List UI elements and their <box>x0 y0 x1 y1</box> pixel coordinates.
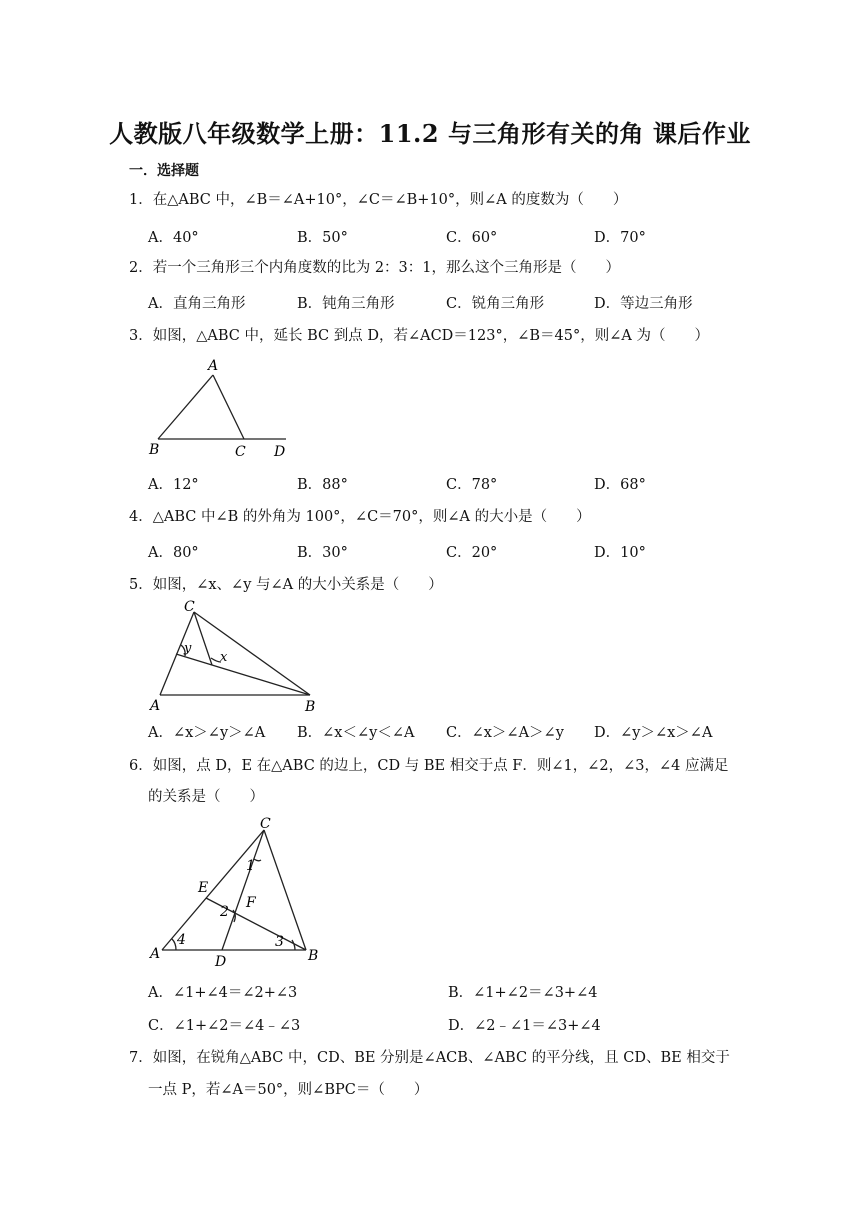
question-7-stem: 7．如图，在锐角△ABC 中，CD、BE 分别是∠ACB、∠ABC 的平分线，且 CD、BE 相交于 <box>129 1050 730 1066</box>
q4-option-a: A．80° <box>148 545 199 561</box>
q3-option-b: B．88° <box>297 477 348 493</box>
q3-option-a: A．12° <box>148 477 199 493</box>
q5-option-c: C．∠x＞∠A＞∠y <box>446 725 564 741</box>
q2-option-b: B．钝角三角形 <box>297 296 395 312</box>
question-5-stem: 5．如图，∠x、∠y 与∠A 的大小关系是（ ） <box>129 577 443 593</box>
q3-label-b: B <box>149 442 160 458</box>
q6-label-c: C <box>260 816 271 832</box>
q4-option-c: C．20° <box>446 545 498 561</box>
figure-q3-triangle <box>140 355 300 465</box>
q6-label-2: 2 <box>220 904 229 920</box>
q5-label-b: B <box>305 699 316 715</box>
q6-label-a: A <box>150 946 161 962</box>
q6-option-d: D．∠2﹣∠1＝∠3+∠4 <box>448 1018 601 1034</box>
q6-label-f: F <box>246 895 256 911</box>
q1-option-a: A．40° <box>148 230 199 246</box>
q6-option-c: C．∠1+∠2＝∠4﹣∠3 <box>148 1018 301 1034</box>
q3-label-c: C <box>235 444 246 460</box>
q1-option-d: D．70° <box>594 230 646 246</box>
q6-option-a: A．∠1+∠4＝∠2+∠3 <box>148 985 298 1001</box>
q1-option-b: B．50° <box>297 230 348 246</box>
q3-label-d: D <box>274 444 286 460</box>
q6-option-b: B．∠1+∠2＝∠3+∠4 <box>448 985 598 1001</box>
q5-option-a: A．∠x＞∠y＞∠A <box>148 725 266 741</box>
q5-option-b: B．∠x＜∠y＜∠A <box>297 725 415 741</box>
q3-option-d: D．68° <box>594 477 646 493</box>
q6-label-b: B <box>308 948 319 964</box>
question-4-stem: 4．△ABC 中∠B 的外角为 100°，∠C＝70°，则∠A 的大小是（ ） <box>129 509 591 525</box>
question-7-stem-continued: 一点 P，若∠A＝50°，则∠BPC＝（ ） <box>148 1082 429 1098</box>
q6-label-3: 3 <box>275 934 284 950</box>
q3-label-a: A <box>208 358 219 374</box>
q5-label-y: y <box>184 641 192 656</box>
figure-q5-triangle <box>140 598 330 716</box>
q1-option-c: C．60° <box>446 230 498 246</box>
question-6-stem-continued: 的关系是（ ） <box>148 789 264 805</box>
q6-label-d: D <box>215 954 227 970</box>
q4-option-b: B．30° <box>297 545 348 561</box>
q4-option-d: D．10° <box>594 545 646 561</box>
q2-option-d: D．等边三角形 <box>594 296 693 312</box>
q3-option-c: C．78° <box>446 477 498 493</box>
question-1-stem: 1．在△ABC 中，∠B＝∠A+10°，∠C＝∠B+10°，则∠A 的度数为（ ） <box>129 192 628 208</box>
question-6-stem: 6．如图，点 D，E 在△ABC 的边上，CD 与 BE 相交于点 F．则∠1，∠2，∠3，∠4 应满足 <box>129 758 729 774</box>
q6-label-1: 1 <box>246 858 255 874</box>
q6-label-e: E <box>198 880 209 896</box>
q5-label-a: A <box>150 698 161 714</box>
page-title: 人教版八年级数学上册：11.2 与三角形有关的角 课后作业 <box>109 119 751 148</box>
q5-label-c: C <box>184 599 195 615</box>
question-3-stem: 3．如图，△ABC 中，延长 BC 到点 D，若∠ACD＝123°，∠B＝45°，则∠A 为（ ） <box>129 328 709 344</box>
q6-label-4: 4 <box>177 932 186 948</box>
figure-q6-triangle <box>140 812 340 972</box>
question-2-stem: 2．若一个三角形三个内角度数的比为 2：3：1，那么这个三角形是（ ） <box>129 260 621 276</box>
q5-option-d: D．∠y＞∠x＞∠A <box>594 725 713 741</box>
q2-option-a: A．直角三角形 <box>148 296 246 312</box>
q5-label-x: x <box>220 650 228 665</box>
section-heading: 一．选择题 <box>129 163 199 179</box>
q2-option-c: C．锐角三角形 <box>446 296 545 312</box>
